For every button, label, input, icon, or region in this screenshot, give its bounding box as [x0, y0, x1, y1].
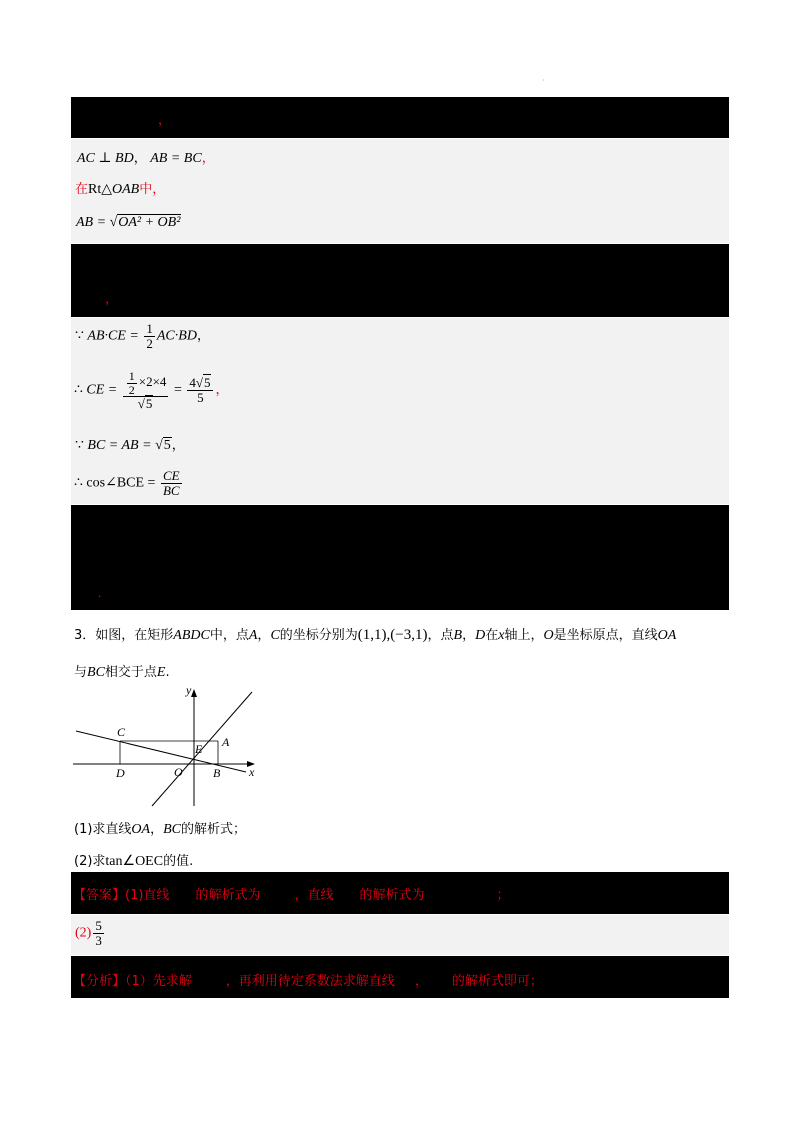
point: E — [156, 665, 166, 680]
therefore-symbol: ∴ — [74, 475, 83, 491]
answer-block — [71, 872, 729, 914]
redacted-block-3 — [71, 505, 729, 610]
radicand: 5 — [163, 438, 171, 453]
line-name: OA — [131, 822, 151, 837]
word-in: 在 — [75, 182, 89, 197]
question-2 — [74, 850, 193, 870]
coordinate-figure — [70, 684, 270, 809]
text: 相交于点 — [104, 665, 157, 680]
cos-lhs: cos∠BCE = — [86, 475, 156, 491]
text: 是坐标原点，直线 — [553, 628, 658, 643]
text: 的坐标分别为 — [279, 628, 358, 643]
sqrt-sign: √ — [109, 215, 118, 230]
result-fraction — [187, 376, 213, 404]
lhs: AB·CE = — [87, 328, 139, 344]
problem-line-2 — [74, 661, 170, 681]
equals: = — [173, 382, 182, 398]
text: 的解析式为 — [359, 888, 425, 903]
denominator: BC — [162, 482, 180, 498]
because-symbol: ∵ — [75, 328, 84, 344]
tan-expression: tan∠OEC — [105, 854, 164, 869]
text: 的解析式即可； — [451, 974, 543, 989]
denominator: 3 — [95, 932, 102, 948]
label-e: E — [195, 742, 203, 756]
label-x: x — [249, 765, 255, 779]
ce-fraction — [123, 370, 169, 411]
rt-triangle-symbol: Rt△ — [88, 182, 113, 197]
text: ，再利用待定系数法求解直线 — [225, 974, 395, 989]
label-d: D — [116, 766, 125, 780]
text: (2)求 — [74, 854, 106, 869]
denominator: 2 — [128, 382, 135, 397]
problem-line-1 — [74, 624, 676, 644]
analysis-line — [73, 970, 543, 990]
radicand: 5 — [203, 375, 211, 391]
line-area — [75, 322, 210, 350]
cos-fraction — [161, 469, 182, 497]
text: 在 — [485, 628, 499, 643]
label-b: B — [213, 766, 221, 780]
text: ， — [462, 628, 476, 643]
text: 的解析式； — [181, 822, 247, 837]
analysis-block — [71, 956, 729, 998]
analysis-label: 【分析】 — [73, 974, 126, 989]
sqrt-radicand: OA² + OB² — [118, 215, 181, 230]
text: . — [165, 665, 170, 680]
comma: ， — [133, 151, 147, 166]
part-label: (2) — [75, 925, 92, 941]
text: （1）先求解 — [125, 974, 192, 989]
numerator: 1 — [128, 369, 135, 383]
redacted-block-1 — [71, 97, 729, 138]
comma: ， — [215, 382, 229, 398]
text: ，点 — [427, 628, 454, 643]
red-dot: . — [98, 585, 102, 600]
ce-denominator: √5 — [137, 396, 153, 412]
redacted-block-2 — [71, 244, 729, 317]
text: ； — [496, 888, 510, 903]
numerator: CE — [162, 468, 180, 483]
point: A — [248, 628, 258, 643]
label-c: C — [117, 725, 126, 739]
point: D — [475, 628, 486, 643]
result-numerator: 4√5 — [187, 376, 213, 391]
comma: ， — [171, 438, 185, 453]
text: 的值. — [163, 854, 194, 869]
coordinates: (1,1),(−3,1) — [357, 627, 428, 643]
text: (1)直线 — [125, 888, 170, 903]
text: ， — [150, 822, 164, 837]
because-symbol: ∵ — [75, 438, 84, 453]
label-o: O — [174, 765, 183, 779]
numerator: 5 — [95, 918, 102, 933]
radicand: 5 — [145, 396, 153, 412]
answer-fraction — [93, 919, 104, 947]
line-ce — [74, 370, 229, 411]
text: 中，点 — [209, 628, 249, 643]
text: 的解析式为 — [195, 888, 261, 903]
answer-2-panel — [71, 915, 729, 955]
axis-var: x — [498, 628, 505, 643]
bc-eq: BC = AB = — [87, 438, 152, 453]
line-bc: ∵ BC = AB = √5， — [75, 438, 185, 453]
inner-half — [127, 370, 137, 396]
word-middle: 中， — [139, 182, 166, 197]
label-a: A — [222, 735, 230, 749]
comma: ， — [196, 328, 210, 344]
perp-statement: AC ⊥ BD — [77, 151, 134, 166]
coef: 4 — [189, 375, 196, 391]
line-bc — [76, 731, 246, 772]
red-comma: ， — [158, 112, 172, 127]
comma: ， — [201, 151, 215, 166]
line-name: BC — [87, 665, 105, 680]
answer-label: 【答案】 — [73, 888, 126, 903]
red-comma: ， — [105, 291, 119, 306]
result-denominator: 5 — [197, 389, 204, 405]
rect-name: ABDC — [173, 628, 210, 643]
text: ， — [257, 628, 271, 643]
half-fraction — [144, 322, 155, 350]
lhs: AB = — [76, 215, 107, 230]
text: (1)求直线 — [74, 822, 132, 837]
question-1 — [74, 818, 246, 838]
ce-numerator — [123, 370, 169, 397]
y-axis-arrow — [191, 689, 197, 697]
text: ， — [414, 974, 428, 989]
point: B — [453, 628, 463, 643]
rhs: AC·BD — [156, 328, 197, 344]
triangle-name: OAB — [112, 182, 140, 197]
line-name: OA — [657, 628, 677, 643]
point: C — [270, 628, 280, 643]
text: 轴上， — [504, 628, 544, 643]
answer-2-line — [75, 919, 106, 947]
text: 3．如图，在矩形 — [74, 628, 174, 643]
line-name: BC — [163, 822, 181, 837]
point: O — [543, 628, 554, 643]
answer-line — [73, 884, 510, 904]
line-perp — [77, 147, 215, 167]
denominator: 2 — [146, 335, 153, 351]
line-triangle — [75, 178, 165, 198]
numerator: 1 — [146, 321, 153, 336]
header-mark: · — [542, 76, 545, 85]
line-pythagoras — [76, 215, 181, 231]
text: ，直线 — [294, 888, 334, 903]
therefore-symbol: ∴ — [74, 382, 83, 398]
product: ×2×4 — [138, 374, 167, 390]
text: 与 — [74, 665, 88, 680]
line-cos — [74, 469, 184, 497]
label-y: y — [186, 684, 192, 697]
lhs: CE = — [86, 382, 118, 398]
equal-statement: AB = BC — [150, 151, 202, 166]
